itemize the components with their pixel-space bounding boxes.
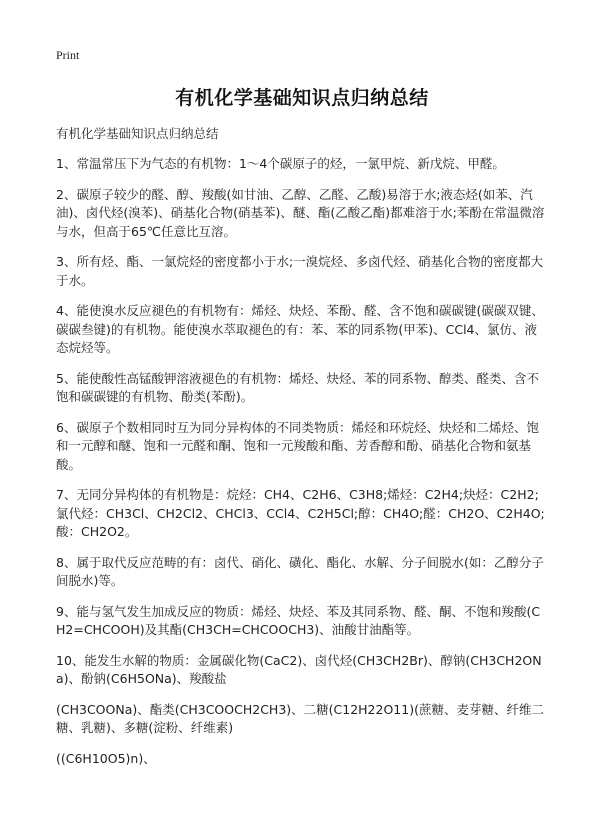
paragraph-8: 8、属于取代反应范畴的有：卤代、硝化、磺化、酯化、水解、分子间脱水(如：乙醇分子间脱水)等。 [56, 554, 544, 588]
document-subtitle: 有机化学基础知识点归纳总结 [56, 126, 219, 141]
paragraph-5: 5、能使酸性高锰酸钾溶液褪色的有机物：烯烃、炔烃、苯的同系物、醇类、醛类、含不饱和碳碳键的有机物、酚类(苯酚)。 [56, 370, 539, 404]
print-link[interactable]: Print [56, 48, 80, 62]
paragraph-1: 1、常温常压下为气态的有机物：1～4个碳原子的烃，一氯甲烷、新戊烷、甲醛。 [56, 156, 505, 171]
page-title: 有机化学基础知识点归纳总结 [175, 87, 429, 109]
paragraph-10-continued: (CH3COONa)、酯类(CH3COOCH2CH3)、二糖(C12H22O11)(蔗糖、麦芽糖、纤维二糖、乳糖)、多糖(淀粉、纤维素) [56, 701, 544, 735]
paragraph-6: 6、碳原子个数相同时互为同分异构体的不同类物质：烯烃和环烷烃、炔烃和二烯烃、饱和一元醇和醚、饱和一元醛和酮、饱和一元羧酸和酯、芳香醇和酚、硝基化合物和氨基酸。 [56, 419, 539, 472]
paragraph-10: 10、能发生水解的物质：金属碳化物(CaC2)、卤代烃(CH3CH2Br)、醇钠(CH3CH2ONa)、酚钠(C6H5ONa)、羧酸盐 [56, 652, 542, 686]
paragraph-2: 2、碳原子较少的醛、醇、羧酸(如甘油、乙醇、乙醛、乙酸)易溶于水;液态烃(如苯、汽油)、卤代烃(溴苯)、硝基化合物(硝基苯)、醚、酯(乙酸乙酯)都难溶于水;苯酚在常温微溶与水，但高于65℃任意比互溶。 [56, 186, 545, 239]
paragraph-3: 3、所有烃、酯、一氯烷烃的密度都小于水;一溴烷烃、多卤代烃、硝基化合物的密度都大于水。 [56, 254, 544, 288]
paragraph-9: 9、能与氢气发生加成反应的物质：烯烃、炔烃、苯及其同系物、醛、酮、不饱和羧酸(CH2=CHCOOH)及其酯(CH3CH=CHCOOCH3)、油酸甘油酯等。 [56, 603, 541, 637]
document-body [56, 155, 548, 768]
paragraph-7: 7、无同分异构体的有机物是：烷烃：CH4、C2H6、C3H8;烯烃：C2H4;炔烃：C2H2;氯代烃：CH3Cl、CH2Cl2、CHCl3、CCl4、C2H5Cl;醇：CH4O;醛：CH2O、C2H4O;酸：CH2O2。 [56, 487, 545, 539]
paragraph-4: 4、能使溴水反应褪色的有机物有：烯烃、炔烃、苯酚、醛、含不饱和碳碳键(碳碳双键、碳碳叁键)的有机物。能使溴水萃取褪色的有：苯、苯的同系物(甲苯)、CCl4、氯仿、液态烷烃等。 [56, 303, 544, 355]
paragraph-10-tail: ((C6H10O5)n)、 [56, 750, 156, 766]
